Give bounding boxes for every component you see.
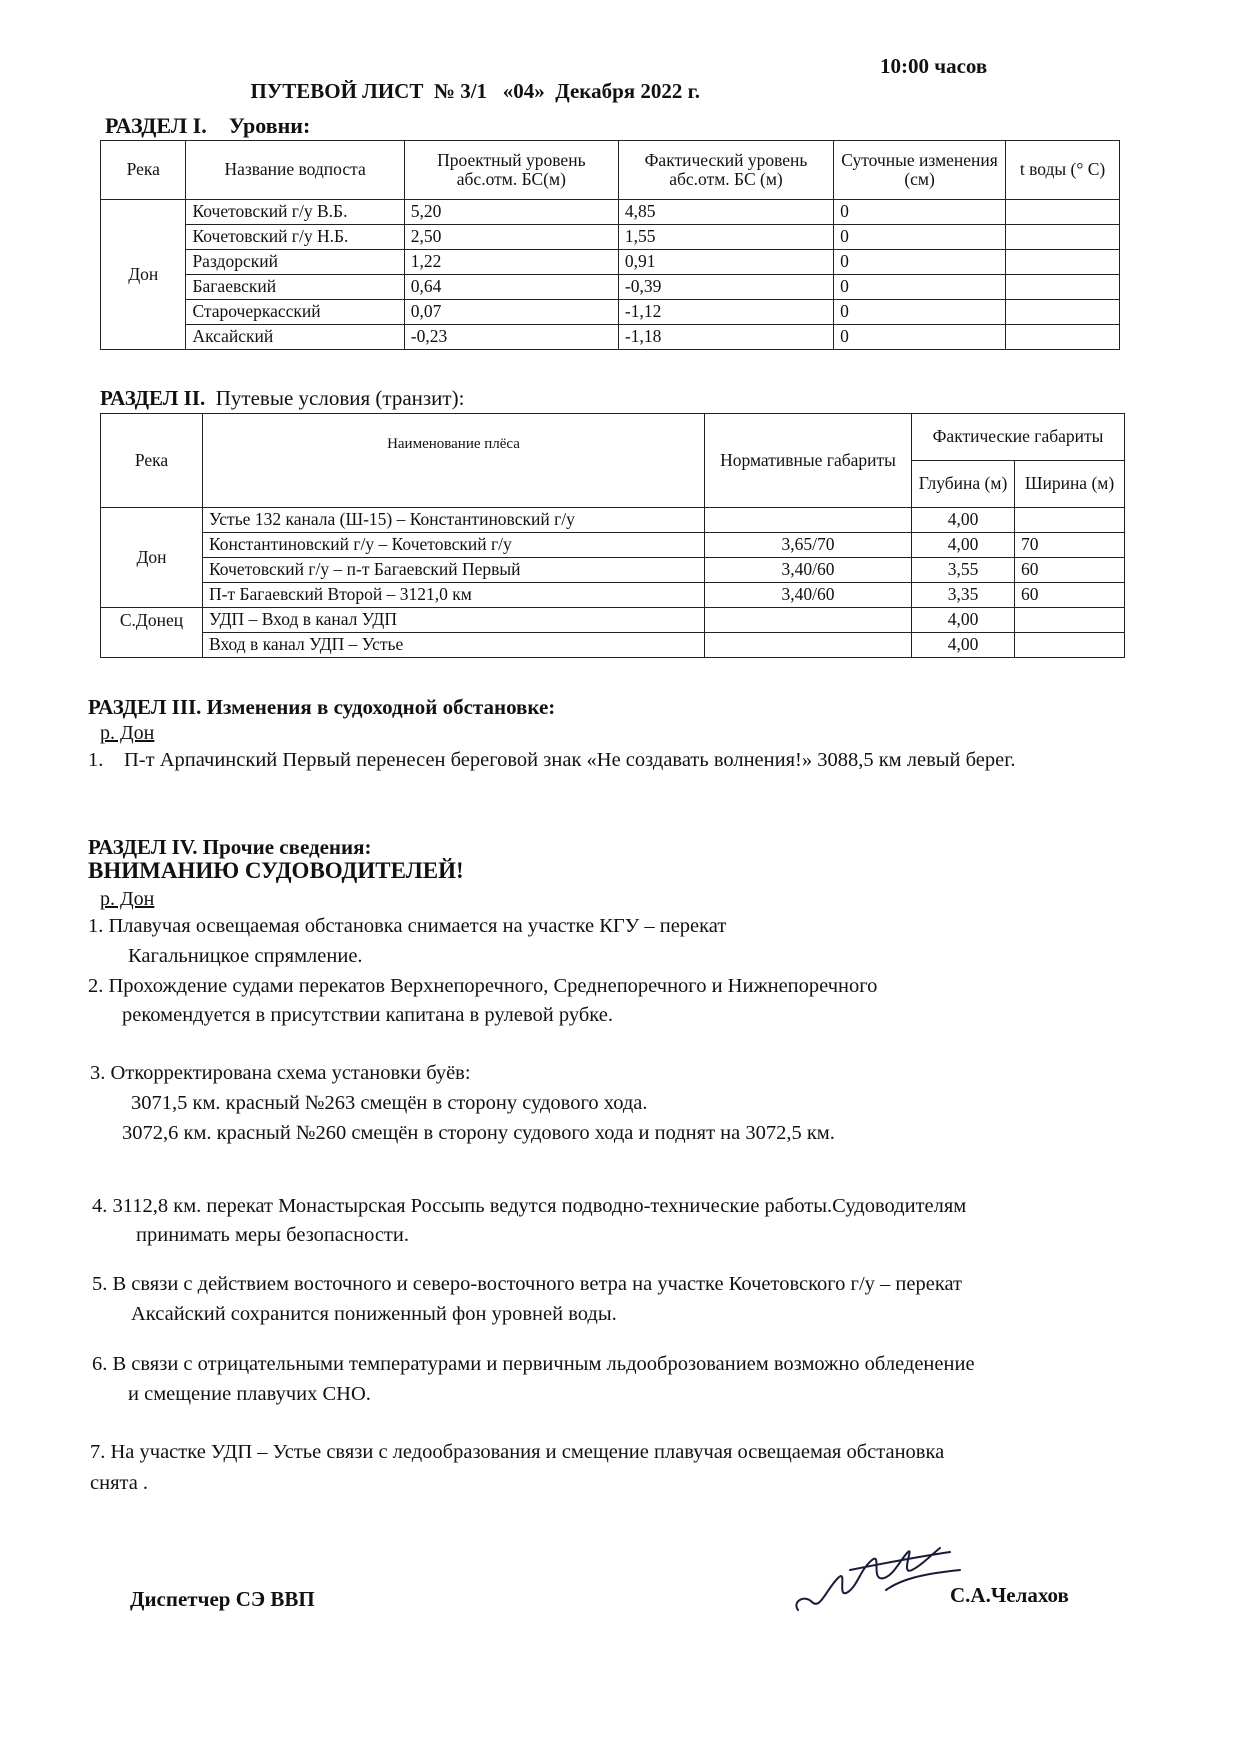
water-temp <box>1006 275 1120 300</box>
table-row <box>101 583 1125 608</box>
daily-change: 0 <box>834 250 1006 275</box>
daily-change: 0 <box>834 325 1006 350</box>
depth-value: 4,00 <box>912 533 1015 558</box>
table-row <box>101 533 1125 558</box>
norm-dims <box>705 508 912 533</box>
notice-line: 2. Прохождение судами перекатов Верхнепоречного, Среднепоречного и Нижнепоречного <box>88 975 878 997</box>
post-name: Кочетовский г/у В.Б. <box>186 200 404 225</box>
width-value <box>1015 608 1125 633</box>
depth-value: 3,55 <box>912 558 1015 583</box>
conditions-col-reach: Наименование плёса <box>203 414 705 508</box>
notice-line: 7. На участке УДП – Устье связи с ледообразования и смещение плавучая освещаемая обстановка <box>90 1441 945 1463</box>
design-level: 5,20 <box>404 200 618 225</box>
width-value <box>1015 508 1125 533</box>
table-row <box>101 633 1125 658</box>
conditions-header-row <box>101 414 1125 461</box>
actual-level: 1,55 <box>618 225 833 250</box>
notice-line: принимать меры безопасности. <box>136 1224 409 1246</box>
notice-line: 4. 3112,8 км. перекат Монастырская Россыпь ведутся подводно-технические работы.Судоводителям <box>92 1195 967 1217</box>
design-level: -0,23 <box>404 325 618 350</box>
conditions-col-norm: Нормативные габариты <box>705 414 912 508</box>
levels-col-post: Название водпоста <box>186 141 404 200</box>
levels-col-temp: t воды (° С) <box>1006 141 1120 200</box>
section-2-heading-bold: РАЗДЕЛ II. <box>100 386 206 410</box>
depth-value: 4,00 <box>912 608 1015 633</box>
levels-river-cell: Дон <box>101 200 186 350</box>
norm-dims <box>705 608 912 633</box>
table-row <box>101 325 1120 350</box>
levels-header-row <box>101 141 1120 200</box>
width-value: 70 <box>1015 533 1125 558</box>
notice-line: и смещение плавучих СНО. <box>128 1383 371 1405</box>
levels-col-design: Проектный уровень абс.отм. БС(м) <box>404 141 618 200</box>
title-time: 10:00 часов <box>880 54 988 78</box>
design-level: 0,07 <box>404 300 618 325</box>
notice-line: Кагальницкое спрямление. <box>128 945 363 967</box>
daily-change: 0 <box>834 200 1006 225</box>
conditions-table <box>100 413 1125 658</box>
design-level: 1,22 <box>404 250 618 275</box>
norm-dims: 3,40/60 <box>705 558 912 583</box>
design-level: 2,50 <box>404 225 618 250</box>
conditions-col-depth: Глубина (м) <box>912 461 1015 508</box>
item-text: П-т Арпачинский Первый перенесен береговой знак «Не создавать волнения!» 3088,5 км левый берег. <box>124 749 1016 771</box>
post-name: Кочетовский г/у Н.Б. <box>186 225 404 250</box>
section-4-heading: РАЗДЕЛ IV. Прочие сведения: <box>88 835 372 859</box>
notice-line: снята . <box>90 1472 149 1494</box>
conditions-river-cell-2: С.Донец <box>101 608 203 633</box>
conditions-col-actual: Фактические габариты <box>912 414 1125 461</box>
water-temp <box>1006 225 1120 250</box>
notice-line: 6. В связи с отрицательными температурами и первичным льдооброзованием возможно обледенение <box>92 1353 975 1375</box>
attention-heading: ВНИМАНИЮ СУДОВОДИТЕЛЕЙ! <box>88 858 464 883</box>
depth-value: 3,35 <box>912 583 1015 608</box>
actual-level: -1,12 <box>618 300 833 325</box>
table-row <box>101 508 1125 533</box>
width-value: 60 <box>1015 558 1125 583</box>
notice-line: 3071,5 км. красный №263 смещён в сторону судового хода. <box>131 1092 648 1114</box>
post-name: Раздорский <box>186 250 404 275</box>
reach-name: П-т Багаевский Второй – 3121,0 км <box>203 583 705 608</box>
daily-change: 0 <box>834 300 1006 325</box>
post-name: Аксайский <box>186 325 404 350</box>
section-1-heading: РАЗДЕЛ I. Уровни: <box>105 113 311 138</box>
levels-col-change: Суточные изменения (см) <box>834 141 1006 200</box>
notice-line: 3. Откорректирована схема установки буёв: <box>90 1062 471 1084</box>
table-row <box>101 558 1125 583</box>
notice-line: Аксайский сохранится пониженный фон уровней воды. <box>131 1303 617 1325</box>
reach-name: Константиновский г/у – Кочетовский г/у <box>203 533 705 558</box>
levels-table <box>100 140 1120 350</box>
actual-level: -0,39 <box>618 275 833 300</box>
notice-line: рекомендуется в присутствии капитана в рулевой рубке. <box>122 1004 613 1026</box>
levels-col-river: Река <box>101 141 186 200</box>
levels-col-actual: Фактический уровень абс.отм. БС (м) <box>618 141 833 200</box>
norm-dims: 3,40/60 <box>705 583 912 608</box>
reach-name: Устье 132 канала (Ш-15) – Константиновский г/у <box>203 508 705 533</box>
width-value <box>1015 633 1125 658</box>
table-row <box>101 608 1125 633</box>
table-row <box>101 300 1120 325</box>
design-level: 0,64 <box>404 275 618 300</box>
section-3-heading: РАЗДЕЛ III. Изменения в судоходной обстановке: <box>88 695 556 719</box>
section-2-heading <box>100 386 464 411</box>
water-temp <box>1006 325 1120 350</box>
title-text: ПУТЕВОЙ ЛИСТ № 3/1 «04» Декабря 2022 г. <box>250 79 701 103</box>
reach-name: Кочетовский г/у – п-т Багаевский Первый <box>203 558 705 583</box>
width-value: 60 <box>1015 583 1125 608</box>
notice-line: 3072,6 км. красный №260 смещён в сторону судового хода и поднят на 3072,5 км. <box>122 1122 835 1144</box>
actual-level: -1,18 <box>618 325 833 350</box>
depth-value: 4,00 <box>912 633 1015 658</box>
depth-value: 4,00 <box>912 508 1015 533</box>
reach-name: Вход в канал УДП – Устье <box>203 633 705 658</box>
conditions-river-cell: Дон <box>101 508 203 608</box>
actual-level: 4,85 <box>618 200 833 225</box>
table-row <box>101 275 1120 300</box>
post-name: Старочеркасский <box>186 300 404 325</box>
section-4-river: р. Дон <box>100 888 155 910</box>
daily-change: 0 <box>834 275 1006 300</box>
notice-line: 5. В связи с действием восточного и северо-восточного ветра на участке Кочетовского г/у – перекат <box>92 1273 962 1295</box>
reach-name: УДП – Вход в канал УДП <box>203 608 705 633</box>
water-temp <box>1006 300 1120 325</box>
section-3-river: р. Дон <box>100 722 155 744</box>
norm-dims: 3,65/70 <box>705 533 912 558</box>
daily-change: 0 <box>834 225 1006 250</box>
conditions-col-width: Ширина (м) <box>1015 461 1125 508</box>
signature-image <box>790 1530 990 1625</box>
conditions-col-river: Река <box>101 414 203 508</box>
table-row <box>101 225 1120 250</box>
conditions-river-cell-empty <box>101 633 203 658</box>
post-name: Багаевский <box>186 275 404 300</box>
actual-level: 0,91 <box>618 250 833 275</box>
water-temp <box>1006 200 1120 225</box>
water-temp <box>1006 250 1120 275</box>
section-3-item <box>88 745 1183 775</box>
norm-dims <box>705 633 912 658</box>
signer-name: С.А.Челахов <box>950 1583 1069 1607</box>
notice-line: 1. Плавучая освещаемая обстановка снимается на участке КГУ – перекат <box>88 915 727 937</box>
table-row <box>101 200 1120 225</box>
section-2-heading-rest: Путевые условия (транзит): <box>205 386 465 410</box>
item-number: 1. <box>88 749 104 771</box>
table-row <box>101 250 1120 275</box>
dispatcher-title: Диспетчер СЭ ВВП <box>130 1587 315 1611</box>
